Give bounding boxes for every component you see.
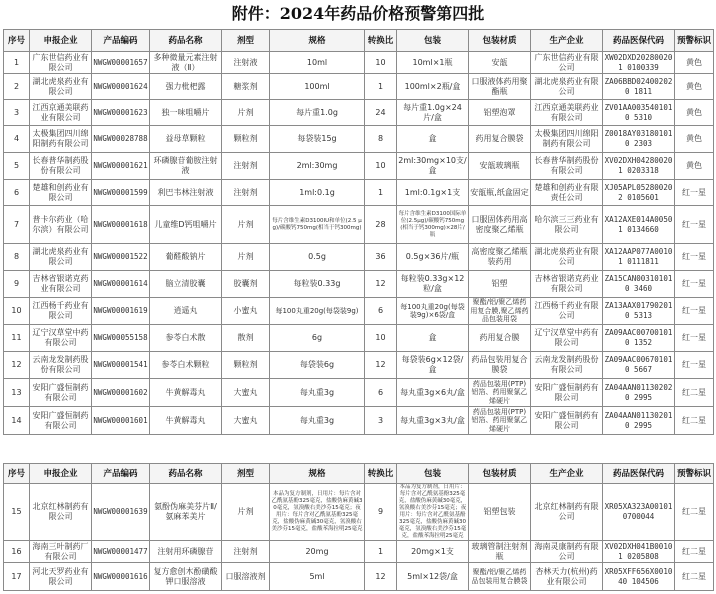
company-cell: 江西杨千药业有限公司: [30, 298, 92, 325]
material-cell: 高密度聚乙烯瓶装药用: [469, 244, 531, 271]
maker-cell: 太极集团四川绵阳制药有限公司: [531, 126, 603, 153]
table-row: [4, 271, 714, 298]
form-cell: 口服溶液剂: [222, 563, 270, 591]
spec-cell: 2ml:30mg: [270, 153, 365, 180]
product-code-cell: NWGW00001477: [92, 541, 150, 563]
material-cell: 聚酯/铝/聚乙烯药用复合膜,聚乙烯药品包装用袋: [470, 298, 529, 324]
company-cell: 海南三叶制药厂有限公司: [30, 541, 92, 563]
product-code-cell: NWGW00001639: [92, 484, 150, 541]
form-cell: 颗粒剂: [222, 352, 270, 379]
pack-cell: 盒: [397, 325, 469, 352]
row-no: 3: [4, 100, 30, 126]
header-warning-flag: 预警标识: [675, 30, 714, 52]
material-cell: 药品包装用(PTP)铝箔、药用聚氯乙烯硬片: [469, 379, 531, 407]
pack-cell: 5ml×12袋/盒: [397, 563, 469, 591]
product-code-cell: NWGW00001541: [92, 352, 150, 379]
company-cell: 北京红林制药有限公司: [30, 484, 92, 541]
table-row: [4, 74, 714, 100]
ratio-cell: 24: [365, 100, 397, 126]
spec-cell: 每粒装0.33g: [270, 271, 365, 298]
spec-cell: 本品为复方制剂，日用片：每片含对乙酰氨基酚325毫克，盐酸伪麻黄碱30毫克，氢溴酸右美沙芬15毫克；夜用片：每片含对乙酰氨基酚325毫克，盐酸伪麻黄碱30毫克，氢溴酸右美沙芬15毫克，盐酸苯海拉明25毫克: [270, 484, 365, 541]
pack-cell: 每粒装0.33g×12粒/盒: [397, 271, 469, 298]
maker-cell: 海南灵康制药有限公司: [531, 541, 603, 563]
pack-cell: 每100丸重20g(每袋装9g)×6袋/盒: [397, 298, 469, 325]
insurance-code-cell: XV02DXH042800201 0203318: [603, 153, 675, 180]
product-code-cell: NWGW00001619: [92, 298, 150, 325]
warning-flag-cell: 红二星: [675, 484, 714, 541]
drug-name-cell: 脑立清胶囊: [150, 271, 222, 298]
row-no: 2: [4, 74, 30, 100]
company-cell: 安阳广盛恒制药有限公司: [30, 407, 92, 435]
company-cell: 长春普华制药股份有限公司: [30, 153, 92, 180]
ratio-cell: 12: [365, 271, 397, 298]
company-cell: 江西京通美联药业有限公司: [30, 100, 92, 126]
header-company: 申报企业: [30, 464, 92, 484]
product-code-cell: NWGW00001601: [92, 407, 150, 435]
product-code-cell: NWGW00001618: [92, 206, 150, 244]
drug-name-cell: 参苓白术颗粒: [150, 352, 222, 379]
spec-cell: 每100丸重20g(每袋装9g): [270, 298, 365, 325]
header-insurance-code: 药品医保代码: [603, 464, 675, 484]
pack-cell: 0.5g×36片/瓶: [397, 244, 469, 271]
table-row: [4, 325, 714, 352]
insurance-code-cell: ZA04AAN011302010 2995: [603, 407, 675, 435]
header-pack: 包装: [397, 464, 469, 484]
header-drug-name: 药品名称: [150, 30, 222, 52]
spec-cell: 6g: [270, 325, 365, 352]
insurance-code-cell: XV02DXH041B00101 0205808: [603, 541, 675, 563]
maker-cell: 北京红林制药有限公司: [531, 484, 603, 541]
material-cell: 药品包装用(PTP)铝箔、药用聚氯乙烯硬片: [469, 407, 531, 435]
row-no: 12: [4, 352, 30, 379]
warning-flag-cell: 黄色: [675, 100, 714, 126]
row-no: 7: [4, 206, 30, 244]
header-drug-name: 药品名称: [150, 464, 222, 484]
spec-cell: 5ml: [270, 563, 365, 591]
header-no: 序号: [4, 464, 30, 484]
material-cell: 安瓿: [469, 52, 531, 74]
warning-flag-cell: 黄色: [675, 74, 714, 100]
insurance-code-cell: XA12AXE014A00501 0134660: [603, 206, 675, 244]
table-header-row: [4, 30, 714, 52]
product-code-cell: NWGW00055158: [92, 325, 150, 352]
insurance-code-cell: ZA15CAN003101010 3460: [603, 271, 675, 298]
drug-name-cell: 葡醛酸钠片: [150, 244, 222, 271]
maker-cell: 哈尔滨三三药业有限公司: [531, 206, 603, 244]
company-cell: 吉林省银诺克药业有限公司: [30, 271, 92, 298]
insurance-code-cell: XA12AAP077A00101 0111811: [603, 244, 675, 271]
product-code-cell: NWGW00001602: [92, 379, 150, 407]
drug-name-cell: 牛黄解毒丸: [150, 379, 222, 407]
table-row: [4, 100, 714, 126]
ratio-cell: 8: [365, 126, 397, 153]
spec-cell: 每丸重3g: [270, 407, 365, 435]
insurance-code-cell: XR05XFF656X001040 104506: [603, 563, 675, 591]
material-cell: 药用复合膜袋: [469, 126, 531, 153]
ratio-cell: 9: [365, 484, 397, 541]
maker-cell: 江西杨千药业有限公司: [531, 298, 603, 325]
header-maker: 生产企业: [531, 30, 603, 52]
pack-cell: 盒: [397, 126, 469, 153]
warning-flag-cell: 黄色: [675, 153, 714, 180]
maker-cell: 杏林天力(杭州)药业有限公司: [531, 563, 603, 591]
ratio-cell: 6: [365, 298, 397, 325]
pack-cell: 每片含维生素D3100国际单位(2.5μg)/碳酸钙750mg(相当于钙300mg)×28片/瓶: [397, 206, 469, 244]
pack-cell: 10ml×1瓶: [397, 52, 469, 74]
pack-cell: 本品为复方制剂，日用片：每片含对乙酰氨基酚325毫克，盐酸伪麻黄碱30毫克，氢溴酸右美沙芬15毫克；夜用片：每片含对乙酰氨基酚325毫克，盐酸伪麻黄碱30毫克，氢溴酸右美沙芬15毫克，盐酸苯海拉明25毫克: [397, 484, 469, 541]
warning-flag-cell: 红一星: [675, 244, 714, 271]
insurance-code-cell: Z0018AY031801010 2303: [603, 126, 675, 153]
table-row: [4, 541, 714, 563]
maker-cell: 辽宁汉草堂中药有限公司: [531, 325, 603, 352]
company-cell: 云南龙发制药股份有限公司: [30, 352, 92, 379]
header-material: 包装材质: [469, 30, 531, 52]
spec-cell: 100ml: [270, 74, 365, 100]
spec-cell: 1ml:0.1g: [270, 180, 365, 206]
header-material: 包装材质: [469, 464, 531, 484]
form-cell: 片剂: [222, 484, 270, 541]
table-row: [4, 563, 714, 591]
pack-cell: 每丸重3g×3丸/盒: [397, 407, 469, 435]
table-row: [4, 126, 714, 153]
insurance-code-cell: XR05XA323A00101 0700044: [603, 484, 675, 541]
header-spec: 规格: [270, 464, 365, 484]
drug-name-cell: 强力枇杷露: [150, 74, 222, 100]
maker-cell: 楚雄和创药业有限责任公司: [531, 180, 603, 206]
company-cell: 普卡尔药业（哈尔滨）有限公司: [30, 206, 92, 244]
warning-flag-cell: 红一星: [675, 298, 714, 325]
drug-name-cell: 氨酚伪麻美芬片Ⅱ/氨麻苯美片: [150, 484, 222, 541]
row-no: 15: [4, 484, 30, 541]
insurance-code-cell: XJ05APL052800202 0105601: [603, 180, 675, 206]
company-cell: 广东世信药业有限公司: [30, 52, 92, 74]
row-no: 5: [4, 153, 30, 180]
insurance-code-cell: XW02DXD202800201 0100339: [603, 52, 675, 74]
pack-cell: 1ml:0.1g×1支: [397, 180, 469, 206]
material-cell: 安瓿玻璃瓶: [469, 153, 531, 180]
warning-flag-cell: 红一星: [675, 271, 714, 298]
insurance-code-cell: ZV01AA0035401010 5310: [603, 100, 675, 126]
maker-cell: 湖北虎泉药业有限公司: [531, 74, 603, 100]
warning-flag-cell: 红二星: [675, 379, 714, 407]
product-code-cell: NWGW00001657: [92, 52, 150, 74]
header-code: 产品编码: [92, 30, 150, 52]
form-cell: 大蜜丸: [222, 407, 270, 435]
pack-cell: 每丸重3g×6丸/盒: [397, 379, 469, 407]
company-cell: 安阳广盛恒制药有限公司: [30, 379, 92, 407]
drug-name-cell: 牛黄解毒丸: [150, 407, 222, 435]
header-ratio: 转换比: [365, 30, 397, 52]
spec-cell: 每丸重3g: [270, 379, 365, 407]
pack-cell: 每片重1.0g×24片/盒: [397, 100, 469, 126]
table-row: [4, 180, 714, 206]
pack-cell: 每袋装6g×12袋/盒: [397, 352, 469, 379]
drug-name-cell: 儿童维D钙咀嚼片: [150, 206, 222, 244]
ratio-cell: 1: [365, 74, 397, 100]
table-header-row: [4, 464, 714, 484]
product-code-cell: NWGW00001623: [92, 100, 150, 126]
maker-cell: 安阳广盛恒制药有限公司: [531, 379, 603, 407]
header-form: 剂型: [222, 464, 270, 484]
drug-name-cell: 益母草颗粒: [150, 126, 222, 153]
insurance-code-cell: ZA06BBD024002020 1811: [603, 74, 675, 100]
company-cell: 河北天罗药业有限公司: [30, 563, 92, 591]
header-form: 剂型: [222, 30, 270, 52]
table-row: [4, 52, 714, 74]
maker-cell: 长春普华制药股份有限公司: [531, 153, 603, 180]
table-row: [4, 206, 714, 244]
spec-cell: 每袋装6g: [270, 352, 365, 379]
form-cell: 颗粒剂: [222, 126, 270, 153]
price-warning-table: [3, 29, 714, 435]
table-row: [4, 153, 714, 180]
row-no: 1: [4, 52, 30, 74]
ratio-cell: 28: [365, 206, 397, 244]
table-row: [4, 379, 714, 407]
row-no: 16: [4, 541, 30, 563]
header-spec: 规格: [270, 30, 365, 52]
ratio-cell: 10: [365, 52, 397, 74]
company-cell: 湖北虎泉药业有限公司: [30, 244, 92, 271]
form-cell: 片剂: [222, 206, 270, 244]
spec-cell: 每片含维生素D3100IU和单位(2.5 μg)/碳酸钙750mg(相当于钙300mg): [270, 206, 365, 244]
product-code-cell: NWGW00001624: [92, 74, 150, 100]
page-title: 附件：2024年药品价格预警第四批: [231, 4, 485, 23]
row-no: 9: [4, 271, 30, 298]
drug-name-cell: 复方愈创木酚磺酸钾口服溶液: [150, 563, 222, 591]
warning-flag-cell: 黄色: [675, 126, 714, 153]
header-code: 产品编码: [92, 464, 150, 484]
drug-name-cell: 参苓白术散: [150, 325, 222, 352]
maker-cell: 安阳广盛恒制药有限公司: [531, 407, 603, 435]
insurance-code-cell: ZA04AAN011302020 2995: [603, 379, 675, 407]
spec-cell: 每袋装15g: [270, 126, 365, 153]
header-insurance-code: 药品医保代码: [603, 30, 675, 52]
maker-cell: 吉林省银诺克药业有限公司: [531, 271, 603, 298]
drug-name-cell: 利巴韦林注射液: [150, 180, 222, 206]
ratio-cell: 10: [365, 325, 397, 352]
product-code-cell: NWGW00001621: [92, 153, 150, 180]
spec-cell: 每片重1.0g: [270, 100, 365, 126]
spec-cell: 0.5g: [270, 244, 365, 271]
ratio-cell: 1: [365, 180, 397, 206]
ratio-cell: 3: [365, 407, 397, 435]
product-code-cell: NWGW00001599: [92, 180, 150, 206]
row-no: 13: [4, 379, 30, 407]
header-pack: 包装: [397, 30, 469, 52]
header-no: 序号: [4, 30, 30, 52]
company-cell: 太极集团四川绵阳制药有限公司: [30, 126, 92, 153]
warning-flag-cell: 黄色: [675, 52, 714, 74]
price-warning-table-continued: [3, 463, 714, 591]
material-cell: 铝塑泡罩: [469, 100, 531, 126]
warning-flag-cell: 红一星: [675, 352, 714, 379]
product-code-cell: NWGW00028788: [92, 126, 150, 153]
insurance-code-cell: ZA09AAC007001010 1352: [603, 325, 675, 352]
warning-flag-cell: 红一星: [675, 180, 714, 206]
form-cell: 大蜜丸: [222, 379, 270, 407]
form-cell: 注射液: [222, 52, 270, 74]
ratio-cell: 1: [365, 541, 397, 563]
form-cell: 注射剂: [222, 541, 270, 563]
form-cell: 小蜜丸: [222, 298, 270, 325]
product-code-cell: NWGW00001614: [92, 271, 150, 298]
table-row: [4, 407, 714, 435]
material-cell: 口服固体药用高密度聚乙烯瓶: [469, 206, 531, 244]
row-no: 4: [4, 126, 30, 153]
form-cell: 糖浆剂: [222, 74, 270, 100]
maker-cell: 云南龙发制药股份有限公司: [531, 352, 603, 379]
insurance-code-cell: ZA09AAC006701010 5667: [603, 352, 675, 379]
form-cell: 散剂: [222, 325, 270, 352]
warning-flag-cell: 红二星: [675, 407, 714, 435]
header-ratio: 转换比: [365, 464, 397, 484]
material-cell: 玻璃管制注射剂瓶: [469, 541, 531, 563]
company-cell: 湖北虎泉药业有限公司: [30, 74, 92, 100]
ratio-cell: 6: [365, 379, 397, 407]
form-cell: 胶囊剂: [222, 271, 270, 298]
product-code-cell: NWGW00001522: [92, 244, 150, 271]
drug-name-cell: 注射用环磷腺苷: [150, 541, 222, 563]
row-no: 17: [4, 563, 30, 591]
maker-cell: 湖北虎泉药业有限公司: [531, 244, 603, 271]
ratio-cell: 12: [365, 352, 397, 379]
pack-cell: 100ml×2瓶/盒: [397, 74, 469, 100]
row-no: 8: [4, 244, 30, 271]
warning-flag-cell: 红二星: [675, 563, 714, 591]
material-cell: 药品包装用复合膜袋: [469, 352, 531, 379]
spec-cell: 20mg: [270, 541, 365, 563]
drug-name-cell: 独一味咀嚼片: [150, 100, 222, 126]
pack-cell: 2ml:30mg×10支/盒: [397, 153, 469, 180]
header-company: 申报企业: [30, 30, 92, 52]
table-row: [4, 298, 714, 325]
company-cell: 辽宁汉草堂中药有限公司: [30, 325, 92, 352]
material-cell: 口服液体药用聚酯瓶: [469, 74, 531, 100]
material-cell: 铝塑: [469, 271, 531, 298]
row-no: 14: [4, 407, 30, 435]
drug-name-cell: 逍遥丸: [150, 298, 222, 325]
table-row: [4, 244, 714, 271]
ratio-cell: 12: [365, 563, 397, 591]
warning-flag-cell: 红一星: [675, 325, 714, 352]
maker-cell: 江西京通美联药业有限公司: [531, 100, 603, 126]
material-cell: 药用复合膜: [469, 325, 531, 352]
header-warning-flag: 预警标识: [675, 464, 714, 484]
form-cell: 注射剂: [222, 180, 270, 206]
maker-cell: 广东世信药业有限公司: [531, 52, 603, 74]
header-maker: 生产企业: [531, 464, 603, 484]
row-no: 11: [4, 325, 30, 352]
drug-name-cell: 环磷腺苷葡胺注射液: [150, 153, 222, 180]
form-cell: 注射剂: [222, 153, 270, 180]
company-cell: 楚雄和创药业有限公司: [30, 180, 92, 206]
table-row: [4, 484, 714, 541]
form-cell: 片剂: [222, 244, 270, 271]
warning-flag-cell: 红二星: [675, 541, 714, 563]
ratio-cell: 10: [365, 153, 397, 180]
ratio-cell: 36: [365, 244, 397, 271]
material-cell: 铝塑包装: [469, 484, 531, 541]
table-row: [4, 352, 714, 379]
form-cell: 片剂: [222, 100, 270, 126]
spec-cell: 10ml: [270, 52, 365, 74]
material-cell: 安瓿瓶,纸盒固定: [469, 180, 531, 206]
drug-name-cell: 多种微量元素注射液（Ⅱ）: [150, 52, 222, 74]
insurance-code-cell: ZA13AAX017902010 5313: [603, 298, 675, 325]
row-no: 10: [4, 298, 30, 325]
material-cell: 聚酯/铝/聚乙烯药品包装用复合膜袋: [469, 563, 531, 591]
pack-cell: 20mg×1支: [397, 541, 469, 563]
product-code-cell: NWGW00001616: [92, 563, 150, 591]
row-no: 6: [4, 180, 30, 206]
warning-flag-cell: 红一星: [675, 206, 714, 244]
